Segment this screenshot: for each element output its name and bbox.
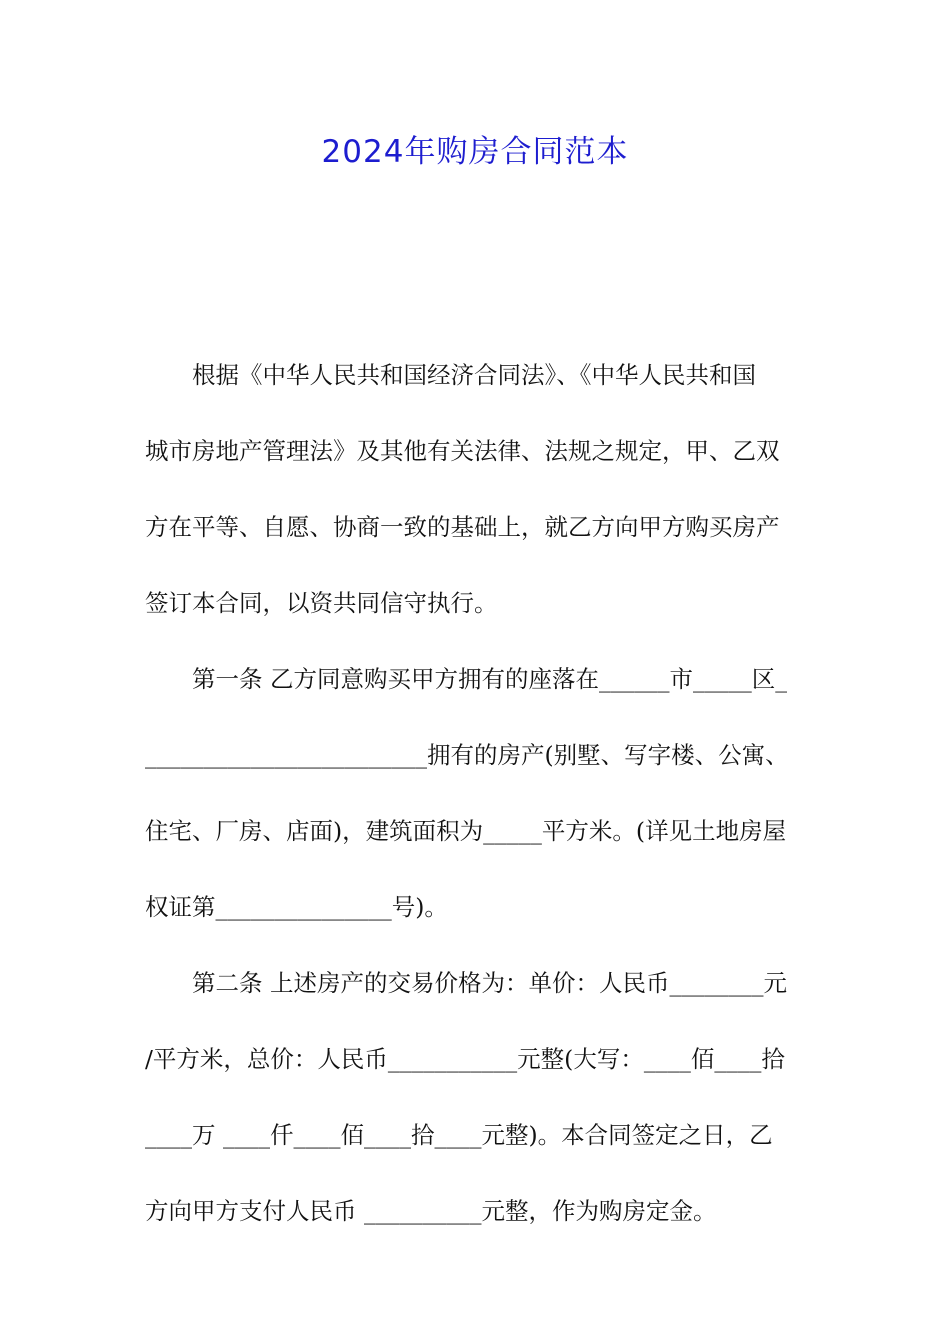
- paragraph-line: 权证第_______________号)。: [145, 893, 448, 921]
- paragraph-line: 第一条 乙方同意购买甲方拥有的座落在______市_____区_: [192, 665, 787, 693]
- document-body: [145, 337, 813, 1249]
- paragraph-line: 根据《中华人民共和国经济合同法》、《中华人民共和国: [192, 361, 756, 389]
- paragraph-line: 方在平等、自愿、协商一致的基础上，就乙方向甲方购买房产: [145, 513, 780, 541]
- paragraph-line: /平方米，总价：人民币___________元整(大写：____佰____拾: [145, 1045, 785, 1073]
- paragraph-line: 签订本合同，以资共同信守执行。: [145, 589, 498, 617]
- preamble-paragraph: [145, 337, 813, 641]
- paragraph-line: 城市房地产管理法》及其他有关法律、法规之规定，甲、乙双: [145, 437, 780, 465]
- article-2-paragraph: [145, 945, 813, 1249]
- document-title: 2024年购房合同范本: [321, 134, 629, 170]
- paragraph-line: ____万 ____仟____佰____拾____元整)。本合同签定之日，乙: [145, 1121, 773, 1149]
- paragraph-line: ________________________拥有的房产(别墅、写字楼、公寓、: [145, 741, 789, 769]
- article-1-paragraph: [145, 641, 813, 945]
- paragraph-line: 第二条 上述房产的交易价格为：单价：人民币________元: [192, 969, 787, 997]
- paragraph-line: 方向甲方支付人民币 __________元整，作为购房定金。: [145, 1197, 717, 1225]
- paragraph-line: 住宅、厂房、店面)，建筑面积为_____平方米。(详见土地房屋: [145, 817, 787, 845]
